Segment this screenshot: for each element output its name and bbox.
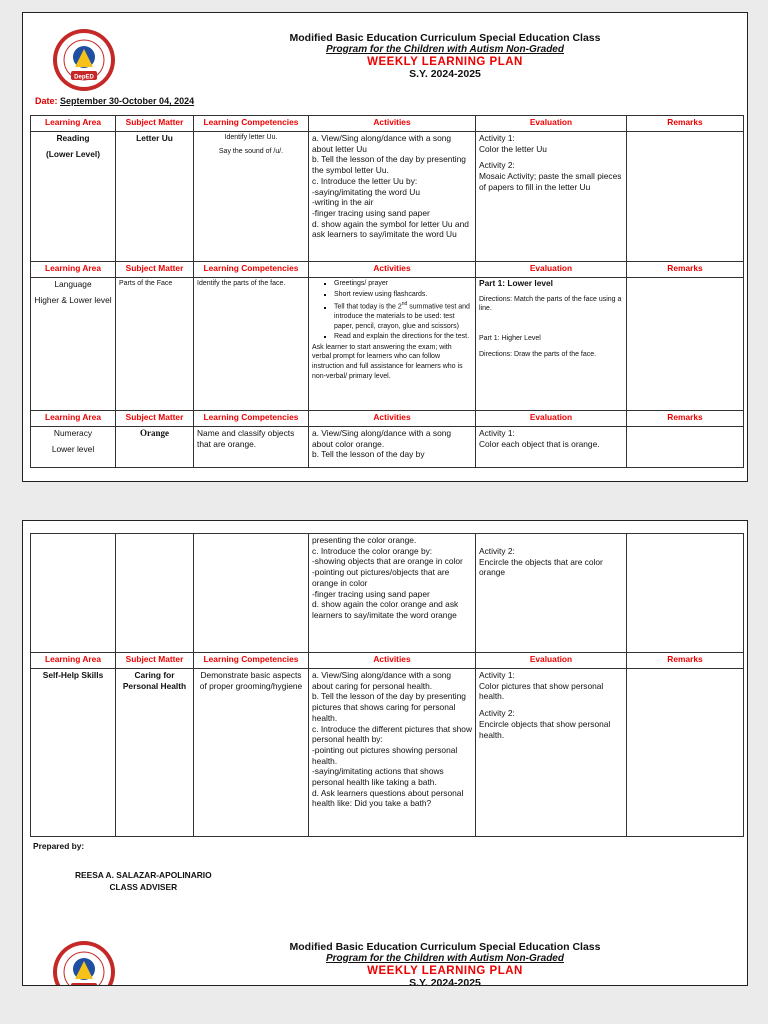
cell-competencies bbox=[194, 132, 309, 262]
document-header bbox=[143, 32, 747, 80]
col-learning-area: Learning Area bbox=[31, 411, 116, 427]
header-title: WEEKLY LEARNING PLAN bbox=[367, 965, 523, 977]
header-title: WEEKLY LEARNING PLAN bbox=[367, 56, 523, 68]
header-school-year: S.Y. 2024-2025 bbox=[409, 68, 481, 80]
cell-activities bbox=[309, 534, 476, 653]
prepared-by-label: Prepared by: bbox=[33, 841, 85, 851]
activity-line: c. Introduce the different pictures that show personal health by: bbox=[312, 723, 472, 745]
activity-line: -finger tracing using sand paper bbox=[312, 588, 430, 599]
cell-activities bbox=[309, 132, 476, 262]
col-activities: Activities bbox=[309, 116, 476, 132]
table-row-language bbox=[31, 278, 744, 411]
activity-line: a. View/Sing along/dance with a song about color orange. bbox=[312, 428, 452, 449]
eval-text: Color the letter Uu bbox=[479, 143, 547, 154]
col-remarks: Remarks bbox=[627, 653, 744, 669]
date-value: September 30-October 04, 2024 bbox=[60, 96, 195, 106]
eval-text: Encircle objects that show personal health. bbox=[479, 718, 611, 740]
activity-line: b. Tell the lesson of the day by presenting pictures that shows caring for personal health. bbox=[312, 691, 466, 723]
cell-subject: Letter Uu bbox=[116, 132, 194, 262]
date-line bbox=[35, 96, 194, 106]
signatory-name: REESA A. SALAZAR-APOLINARIO bbox=[75, 870, 212, 880]
cell-evaluation bbox=[476, 132, 627, 262]
col-learning-competencies: Learning Competencies bbox=[194, 653, 309, 669]
cell-competencies bbox=[194, 534, 309, 653]
activity-note: Ask learner to start answering the exam; with verbal prompt for learners who can follow instruction and full assistance for learners who is non-verbal/ primary level. bbox=[312, 343, 463, 380]
col-learning-competencies: Learning Competencies bbox=[194, 116, 309, 132]
cell-remarks bbox=[627, 669, 744, 837]
eval-heading: Part 1: Higher Level bbox=[479, 334, 541, 342]
area-level: (Lower Level) bbox=[46, 148, 100, 159]
cell-subject: Caring for Personal Health bbox=[116, 669, 194, 837]
activity-line: presenting the color orange. bbox=[312, 535, 417, 545]
activity-bullets bbox=[312, 279, 472, 342]
cell-area bbox=[31, 534, 116, 653]
cell-area bbox=[31, 427, 116, 468]
activity-line: d. show again the symbol for letter Uu and ask learners to say/imitate the word Uu bbox=[312, 218, 469, 240]
cell-remarks bbox=[627, 278, 744, 411]
col-evaluation: Evaluation bbox=[476, 116, 627, 132]
document-header bbox=[143, 941, 747, 986]
bullet-text: Tell that today is the 2 bbox=[334, 303, 402, 311]
school-seal-icon bbox=[51, 27, 117, 93]
competency-2: Say the sound of /u/. bbox=[218, 148, 284, 155]
bullet-text: summative test and introduce the materials to be used: test paper, pencil, crayon, glue and scissors) bbox=[334, 303, 470, 330]
school-seal-icon: DepED bbox=[51, 939, 117, 986]
col-remarks: Remarks bbox=[627, 411, 744, 427]
cell-competencies: Demonstrate basic aspects of proper grooming/hygiene bbox=[194, 669, 309, 837]
cell-area bbox=[31, 278, 116, 411]
activity-line: -showing objects that are orange in color bbox=[312, 556, 463, 567]
col-subject-matter: Subject Matter bbox=[116, 262, 194, 278]
document-page-1 bbox=[22, 12, 748, 482]
cell-subject: Orange bbox=[116, 427, 194, 468]
table-row-numeracy-cont bbox=[31, 534, 744, 653]
header-line-2: Program for the Children with Autism Non-Graded bbox=[326, 953, 564, 964]
col-activities: Activities bbox=[309, 262, 476, 278]
header-line-1: Modified Basic Education Curriculum Special Education Class bbox=[289, 32, 601, 44]
col-learning-area: Learning Area bbox=[31, 653, 116, 669]
eval-heading: Part 1: Lower level bbox=[479, 278, 554, 288]
col-learning-area: Learning Area bbox=[31, 116, 116, 132]
eval-heading: Activity 2: bbox=[479, 546, 515, 556]
bullet-item: ▪ Read and explain the directions for the test. bbox=[334, 332, 472, 342]
cell-competencies: Name and classify objects that are orange. bbox=[194, 427, 309, 468]
cell-evaluation bbox=[476, 278, 627, 411]
header-school-year: S.Y. 2024-2025 bbox=[409, 977, 481, 986]
col-activities: Activities bbox=[309, 411, 476, 427]
area-level: Lower level bbox=[51, 443, 95, 454]
superscript: nd bbox=[401, 301, 408, 308]
activity-line: b. Tell the lesson of the day by bbox=[312, 449, 425, 460]
activity-line: d. Ask learners questions about personal health like: Did you take a bath? bbox=[312, 787, 464, 809]
cell-activities bbox=[309, 427, 476, 468]
header-row bbox=[31, 262, 744, 278]
activity-line: -saying/imitating the word Uu bbox=[312, 186, 420, 197]
header-line-2: Program for the Children with Autism Non-Graded bbox=[326, 44, 564, 55]
activity-line: d. show again the color orange and ask learners to say/imitate the word orange bbox=[312, 599, 459, 620]
table-row-reading bbox=[31, 132, 744, 262]
col-evaluation: Evaluation bbox=[476, 411, 627, 427]
competency-1: Identify letter Uu. bbox=[224, 134, 278, 141]
table-row-numeracy bbox=[31, 427, 744, 468]
cell-evaluation bbox=[476, 534, 627, 653]
activity-line: a. View/Sing along/dance with a song about caring for personal health. bbox=[312, 670, 452, 691]
cell-remarks bbox=[627, 132, 744, 262]
eval-heading: Activity 2: bbox=[479, 160, 515, 171]
eval-heading: Activity 1: bbox=[479, 133, 515, 143]
signatory bbox=[75, 869, 212, 893]
cell-subject bbox=[116, 534, 194, 653]
area-level: Higher & Lower level bbox=[34, 294, 112, 305]
bullet-item bbox=[334, 300, 472, 331]
eval-heading: Activity 1: bbox=[479, 670, 515, 680]
area-name: Numeracy bbox=[53, 428, 93, 438]
cell-area: Self-Help Skills bbox=[31, 669, 116, 837]
area-name: Reading bbox=[56, 133, 90, 143]
eval-text: Directions: Match the parts of the face using a line. bbox=[479, 295, 622, 313]
eval-text: Encircle the objects that are color orange bbox=[479, 556, 603, 578]
cell-activities bbox=[309, 278, 476, 411]
activity-line: a. View/Sing along/dance with a song about letter Uu bbox=[312, 133, 452, 154]
cell-remarks bbox=[627, 427, 744, 468]
date-label: Date: bbox=[35, 96, 58, 106]
col-learning-competencies: Learning Competencies bbox=[194, 262, 309, 278]
eval-text: Directions: Draw the parts of the face. bbox=[479, 351, 597, 359]
eval-text: Color each object that is orange. bbox=[479, 438, 600, 449]
cell-remarks bbox=[627, 534, 744, 653]
activity-line: -pointing out pictures/objects that are orange in color bbox=[312, 567, 450, 588]
cell-evaluation bbox=[476, 427, 627, 468]
eval-text: Color pictures that show personal health. bbox=[479, 680, 604, 702]
col-activities: Activities bbox=[309, 653, 476, 669]
col-learning-area: Learning Area bbox=[31, 262, 116, 278]
signatory-title: CLASS ADVISER bbox=[109, 882, 178, 892]
eval-heading: Activity 2: bbox=[479, 708, 515, 719]
col-evaluation: Evaluation bbox=[476, 262, 627, 278]
activity-line: -saying/imitating actions that shows personal health like taking a bath. bbox=[312, 766, 444, 788]
activity-line: c. Introduce the letter Uu by: bbox=[312, 175, 418, 186]
col-subject-matter: Subject Matter bbox=[116, 116, 194, 132]
cell-evaluation bbox=[476, 669, 627, 837]
activity-line: -finger tracing using sand paper bbox=[312, 207, 430, 218]
col-remarks: Remarks bbox=[627, 262, 744, 278]
plan-table-page-1 bbox=[30, 115, 744, 468]
bullet-item: ▪ Short review using flashcards. bbox=[334, 290, 472, 300]
activity-line: -pointing out pictures showing personal health. bbox=[312, 744, 458, 766]
cell-subject: Parts of the Face bbox=[116, 278, 194, 411]
header-row bbox=[31, 116, 744, 132]
cell-area bbox=[31, 132, 116, 262]
col-subject-matter: Subject Matter bbox=[116, 653, 194, 669]
activity-line: c. Introduce the color orange by: bbox=[312, 545, 433, 556]
cell-competencies: Identify the parts of the face. bbox=[194, 278, 309, 411]
col-subject-matter: Subject Matter bbox=[116, 411, 194, 427]
header-line-1: Modified Basic Education Curriculum Special Education Class bbox=[289, 941, 601, 953]
cell-activities bbox=[309, 669, 476, 837]
eval-text: Mosaic Activity; paste the small pieces of papers to fill in the letter Uu bbox=[479, 171, 622, 192]
table-row-selfhelp bbox=[31, 669, 744, 837]
plan-table-page-2 bbox=[30, 533, 744, 837]
col-remarks: Remarks bbox=[627, 116, 744, 132]
header-row bbox=[31, 411, 744, 427]
header-row bbox=[31, 653, 744, 669]
col-evaluation: Evaluation bbox=[476, 653, 627, 669]
area-name: Language bbox=[54, 279, 92, 289]
activity-line: -writing in the air bbox=[312, 197, 374, 208]
svg-text:DepED: DepED bbox=[74, 74, 94, 81]
bullet-item: ▪ Greetings/ prayer bbox=[334, 279, 472, 289]
eval-heading: Activity 1: bbox=[479, 428, 515, 438]
document-page-2 bbox=[22, 520, 748, 993]
activity-line: b. Tell the lesson of the day by presenting the symbol letter Uu. bbox=[312, 154, 466, 176]
col-learning-competencies: Learning Competencies bbox=[194, 411, 309, 427]
